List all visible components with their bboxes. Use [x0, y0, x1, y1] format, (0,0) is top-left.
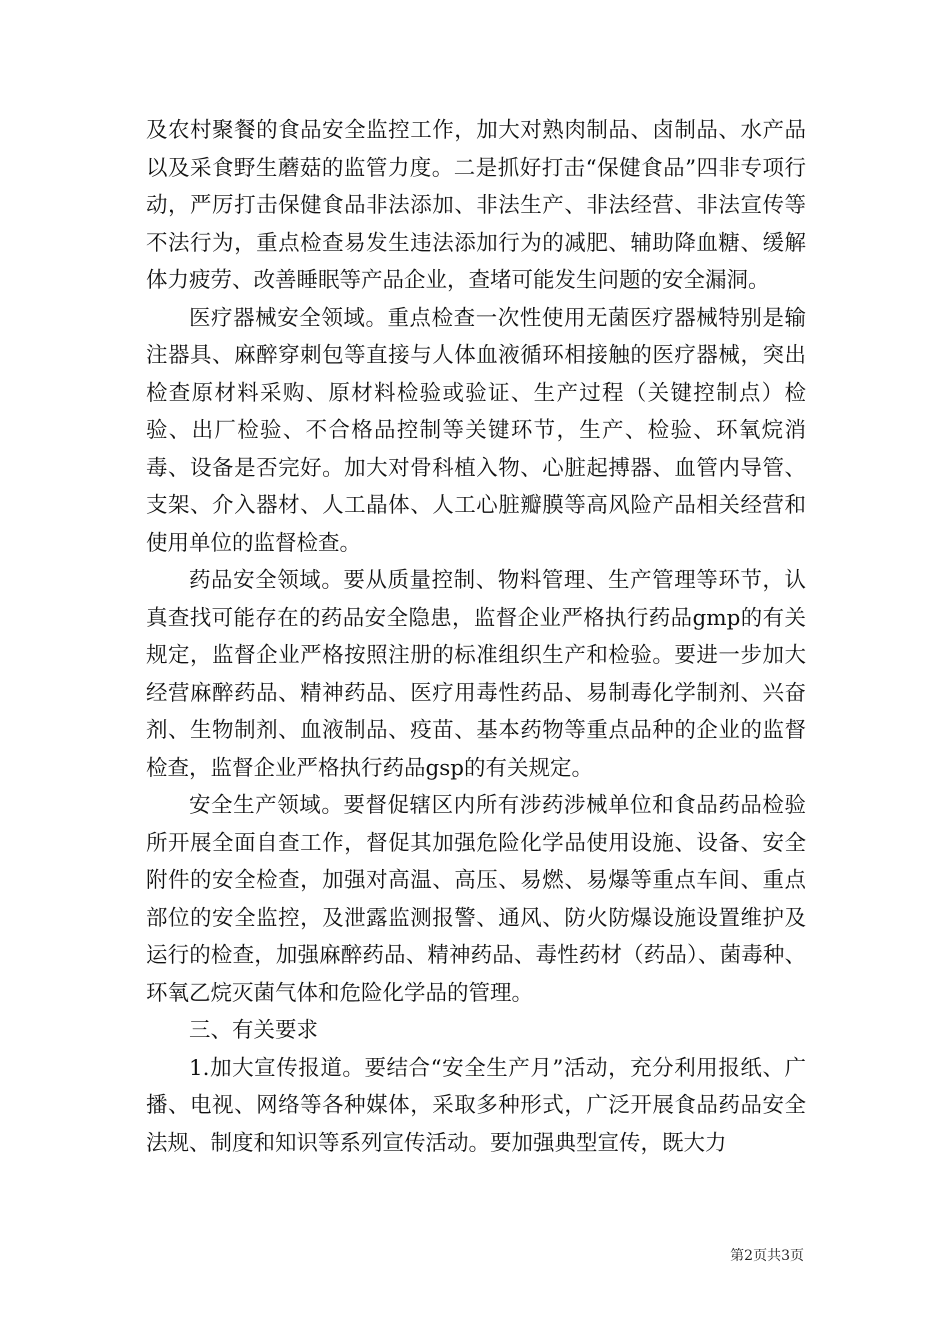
- paragraph-publicity: 1.加大宣传报道。要结合“安全生产月”活动，充分利用报纸、广播、电视、网络等各种媒体，采取多种形式，广泛开展食品药品安全法规、制度和知识等系列宣传活动。要加强典型宣传，既大力: [146, 1055, 806, 1156]
- paragraph-production-safety: 安全生产领域。要督促辖区内所有涉药涉械单位和食品药品检验所开展全面自查工作，督促其加强危险化学品使用设施、设备、安全附件的安全检查，加强对高温、高压、易燃、易爆等重点车间、重点部位的安全监控，及泄露监测报警、通风、防火防爆设施设置维护及运行的检查，加强麻醉药品、精神药品、毒性药材（药品）、菌毒种、环氧乙烷灭菌气体和危险化学品的管理。: [146, 793, 806, 1006]
- page-number: 第2页共3页: [730, 1248, 804, 1264]
- paragraph-food-safety-continued: 及农村聚餐的食品安全监控工作，加大对熟肉制品、卤制品、水产品以及采食野生蘑菇的监管力度。二是抓好打击“保健食品”四非专项行动，严厉打击保健食品非法添加、非法生产、非法经营、非法宣传等不法行为，重点检查易发生违法添加行为的减肥、辅助降血糖、缓解体力疲劳、改善睡眠等产品企业，查堵可能发生问题的安全漏洞。: [146, 118, 806, 293]
- paragraph-medical-devices: 医疗器械安全领域。重点检查一次性使用无菌医疗器械特别是输注器具、麻醉穿刺包等直接与人体血液循环相接触的医疗器械，突出检查原材料采购、原材料检验或验证、生产过程（关键控制点）检验、出厂检验、不合格品控制等关键环节，生产、检验、环氧烷消毒、设备是否完好。加大对骨科植入物、心脏起搏器、血管内导管、支架、介入器材、人工晶体、人工心脏瓣膜等高风险产品相关经营和使用单位的监督检查。: [146, 305, 806, 556]
- document-body: [146, 112, 806, 1162]
- section-heading-requirements: 三、有关要求: [189, 1018, 319, 1043]
- paragraph-drug-safety: 药品安全领域。要从质量控制、物料管理、生产管理等环节，认真查找可能存在的药品安全隐患，监督企业严格执行药品gmp的有关规定，监督企业严格按照注册的标准组织生产和检验。要进一步加大经营麻醉药品、精神药品、医疗用毒性药品、易制毒化学制剂、兴奋剂、生物制剂、血液制品、疫苗、基本药物等重点品种的企业的监督检查，监督企业严格执行药品gsp的有关规定。: [146, 568, 806, 781]
